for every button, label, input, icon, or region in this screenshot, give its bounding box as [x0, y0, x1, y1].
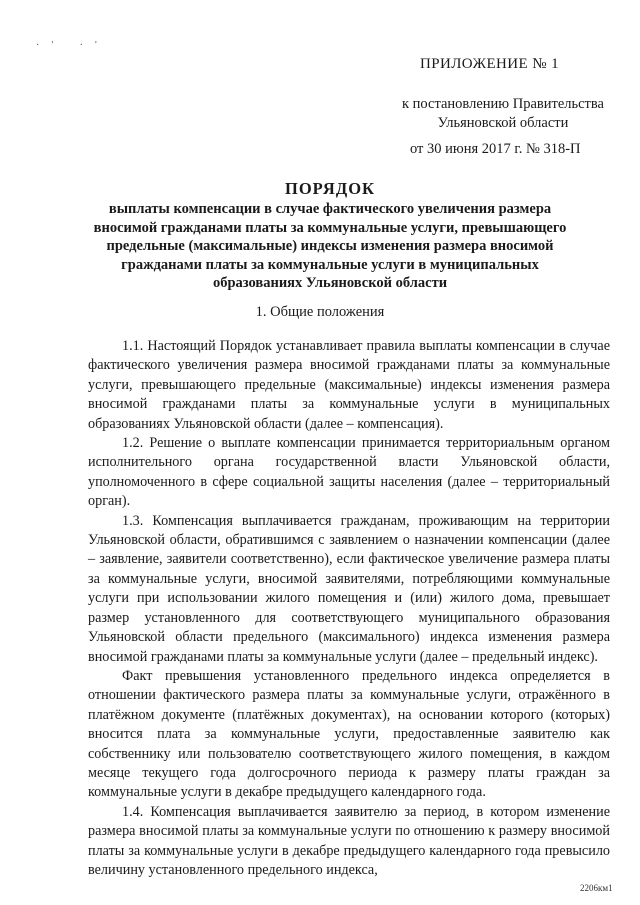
document-title: [92, 178, 568, 293]
title-heading: ПОРЯДОК: [285, 179, 375, 198]
paragraph-1-2: 1.2. Решение о выплате компенсации принимается территориальным органом исполнительного органа государственной власти Ульяновской области, уполномоченного в сфере социальной защиты населения (далее – территориальный орган).: [88, 435, 610, 510]
resolution-reference: [388, 95, 618, 133]
document-body: [88, 337, 610, 880]
paragraph-1-1: 1.1. Настоящий Порядок устанавливает правила выплаты компенсации в случае фактического увеличения размера вносимой гражданами платы за коммунальные услуги, превышающего предельные (максимальные) индексы изменения размера вносимой гражданами платы за коммунальные услуги в муниципальных образованиях Ульяновской области (далее – компенсация).: [88, 338, 610, 432]
scan-marks: ·' ·': [36, 40, 109, 51]
resolution-date: от 30 июня 2017 г. № 318-П: [410, 141, 581, 157]
reference-line-1: к постановлению Правительства: [402, 96, 604, 112]
appendix-label: ПРИЛОЖЕНИЕ № 1: [420, 56, 559, 72]
paragraph-fact: Факт превышения установленного предельного индекса определяется в отношении фактического размера платы за коммунальные услуги, отражённого в платёжном документе (платёжных документах), на основании которого (которых) вносится плата за коммунальные услуги, предоставленные заявителю как собственнику или пользователю соответствующего жилого помещения, в каждом месяце текущего года долгосрочного периода к размеру платы граждан за коммунальные услуги в декабре предыдущего календарного года.: [88, 667, 610, 801]
paragraph-1-3: 1.3. Компенсация выплачивается гражданам, проживающим на территории Ульяновской области, обратившимся с заявлением о назначении компенсации (далее – заявление, заявители соответственно), если фактическое увеличение размера платы за коммунальные услуги, вносимой заявителями, потребляющими коммунальные услуги при использовании жилого помещения и (или) жилого дома, превышает размер установленного для соответствующего муниципального образования Ульяновской области предельного (максимального) индекса изменения размера вносимой гражданами платы за коммунальные услуги (далее – предельный индекс).: [88, 512, 610, 665]
section-heading: 1. Общие положения: [255, 304, 385, 320]
footer-code: 2206км1: [580, 883, 613, 893]
title-subtitle: выплаты компенсации в случае фактического увеличения размера вносимой гражданами платы за коммунальные услуги, превышающего предельные (максимальные) индексы изменения размера вносимой гражданами платы за коммунальные услуги в муниципальных образованиях Ульяновской области: [93, 201, 567, 291]
paragraph-1-4: 1.4. Компенсация выплачивается заявителю за период, в котором изменение размера вносимой платы за коммунальные услуги по отношению к размеру вносимой платы за коммунальные услуги в декабре предыдущего календарного года превысило величину установленного предельного индекса,: [88, 803, 610, 878]
reference-line-2: Ульяновской области: [437, 115, 569, 131]
